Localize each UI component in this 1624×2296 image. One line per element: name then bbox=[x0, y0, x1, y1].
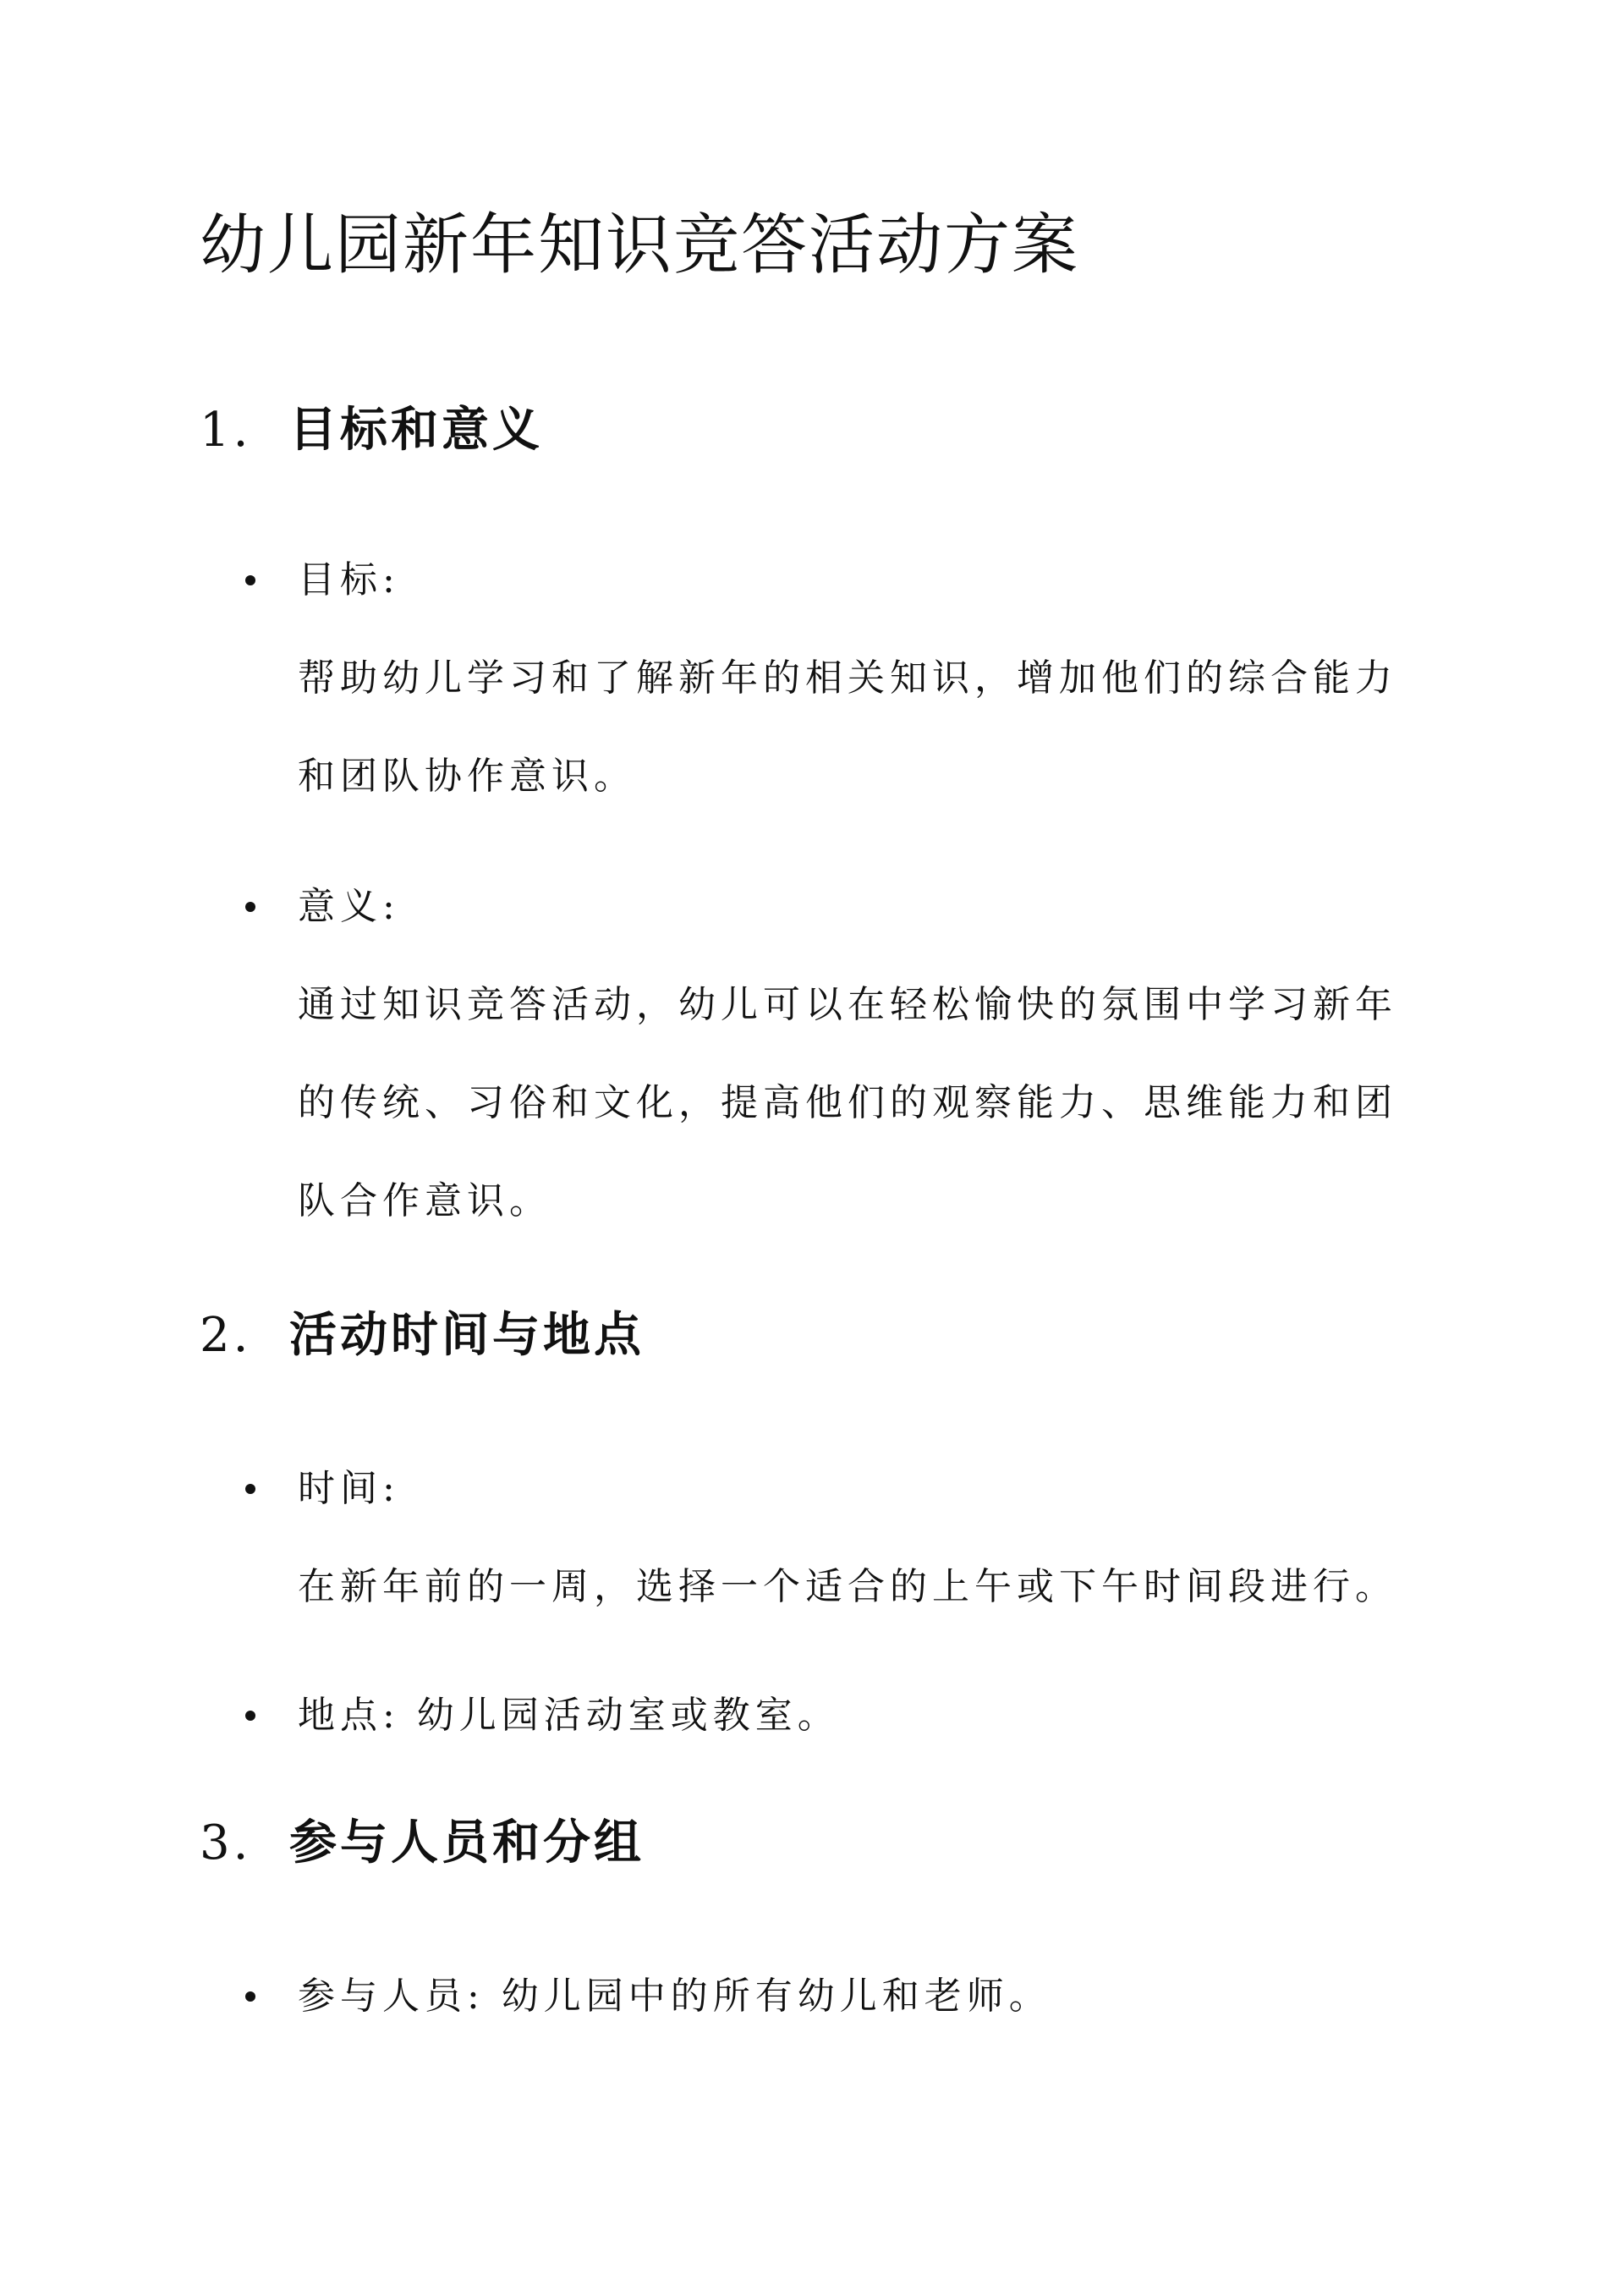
item-label-goal: 目标: bbox=[298, 558, 400, 601]
item-text-line: 队合作意识。 bbox=[298, 1179, 551, 1222]
item-text-line: 帮助幼儿学习和了解新年的相关知识，增加他们的综合能力 bbox=[298, 656, 1397, 700]
section-title: 活动时间与地点 bbox=[289, 1307, 645, 1363]
bullet-icon bbox=[245, 1484, 255, 1494]
bullet-icon bbox=[245, 1711, 255, 1721]
bullet-icon bbox=[245, 902, 255, 912]
bullet-icon bbox=[245, 1991, 255, 2002]
item-text-line: 和团队协作意识。 bbox=[298, 755, 636, 798]
item-label-place: 地点: 幼儿园活动室或教室。 bbox=[298, 1694, 840, 1737]
section-number: 3. bbox=[200, 1815, 252, 1870]
item-label-meaning: 意义: bbox=[298, 885, 400, 928]
bullet-icon bbox=[245, 575, 255, 585]
item-label-time: 时间: bbox=[298, 1467, 400, 1510]
document-title: 幼儿园新年知识竞答活动方案 bbox=[200, 207, 1080, 283]
item-text-line: 在新年前的一周，选择一个适合的上午或下午时间段进行。 bbox=[298, 1565, 1397, 1608]
section-number: 2. bbox=[200, 1308, 252, 1363]
section-title: 参与人员和分组 bbox=[289, 1815, 645, 1870]
section-title: 目标和意义 bbox=[289, 402, 543, 458]
section-heading-goals bbox=[200, 396, 543, 464]
section-number: 1. bbox=[200, 403, 252, 458]
item-label-participants: 参与人员: 幼儿园中的所有幼儿和老师。 bbox=[298, 1975, 1051, 2018]
section-heading-participants bbox=[200, 1809, 645, 1877]
item-text-line: 的传统、习俗和文化，提高他们的观察能力、思维能力和团 bbox=[298, 1081, 1397, 1124]
item-text-line: 通过知识竞答活动，幼儿可以在轻松愉快的氛围中学习新年 bbox=[298, 983, 1397, 1026]
section-heading-time-place bbox=[200, 1301, 645, 1370]
